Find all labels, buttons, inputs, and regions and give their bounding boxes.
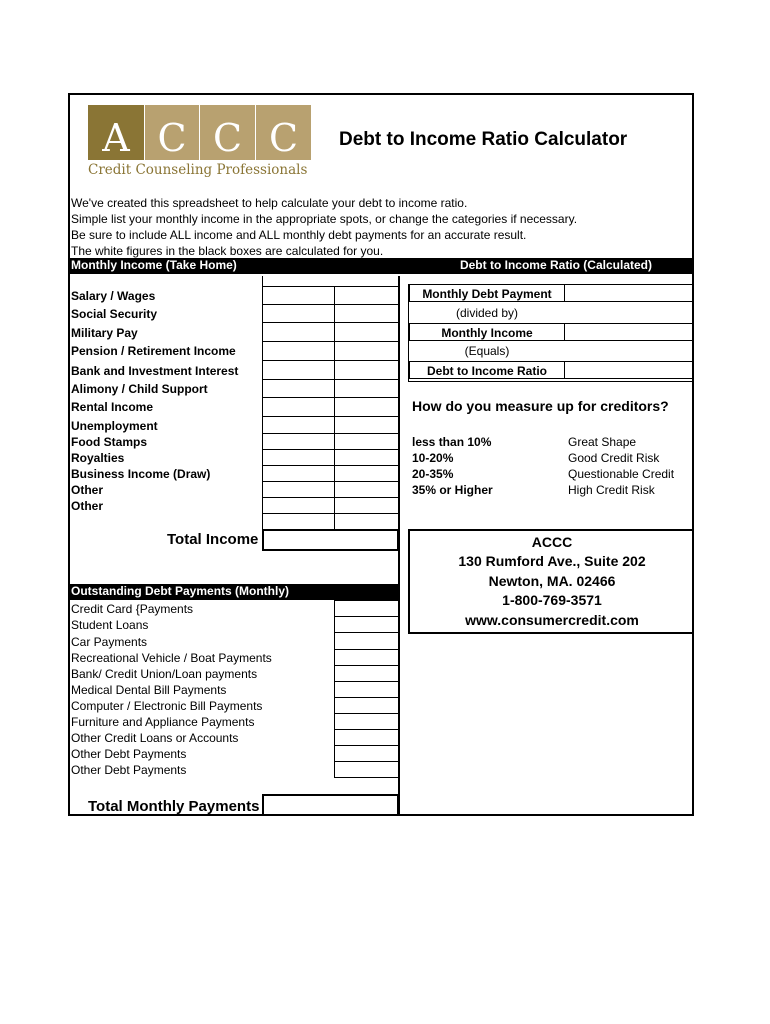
income-item-label: Social Security bbox=[71, 307, 158, 321]
intro-line: We've created this spreadsheet to help calculate your debt to income ratio. bbox=[71, 196, 468, 210]
creditor-rating: Questionable Credit bbox=[568, 467, 675, 481]
logo-tagline: Credit Counseling Professionals bbox=[88, 162, 308, 178]
income-input-cell[interactable] bbox=[262, 360, 335, 380]
ratio-income-value bbox=[565, 323, 693, 341]
income-input-cell[interactable] bbox=[334, 322, 399, 342]
income-left-rule bbox=[262, 276, 263, 286]
income-input-cell[interactable] bbox=[334, 304, 399, 323]
income-input-cell[interactable] bbox=[262, 304, 335, 323]
debt-input-cell[interactable] bbox=[334, 649, 399, 666]
creditor-rating: Good Credit Risk bbox=[568, 451, 660, 465]
income-item-label: Food Stamps bbox=[71, 435, 148, 449]
income-input-cell[interactable] bbox=[334, 481, 399, 498]
income-item-label: Alimony / Child Support bbox=[71, 382, 208, 396]
ratio-header: Debt to Income Ratio (Calculated) bbox=[400, 258, 694, 274]
logo-letter: C bbox=[212, 116, 243, 160]
creditor-range: 20-35% bbox=[412, 467, 454, 481]
logo-letter: C bbox=[157, 116, 187, 160]
income-input-cell[interactable] bbox=[334, 397, 399, 417]
total-income-label: Total Income bbox=[167, 531, 259, 548]
income-item-label: Unemployment bbox=[71, 419, 158, 433]
income-header: Monthly Income (Take Home) bbox=[68, 258, 400, 274]
income-input-cell[interactable] bbox=[334, 379, 399, 398]
income-input-cell[interactable] bbox=[334, 449, 399, 466]
contact-website[interactable]: www.consumercredit.com bbox=[465, 612, 639, 628]
income-input-cell[interactable] bbox=[334, 341, 399, 361]
contact-phone: 1-800-769-3571 bbox=[502, 592, 602, 608]
income-item-label: Other bbox=[71, 499, 104, 513]
income-input-cell[interactable] bbox=[334, 497, 399, 514]
debt-item-label: Medical Dental Bill Payments bbox=[71, 683, 227, 697]
income-item-label: Other bbox=[71, 483, 104, 497]
contact-name: ACCC bbox=[531, 534, 573, 550]
income-input-cell[interactable] bbox=[334, 416, 399, 434]
ratio-divided-label: (divided by) bbox=[455, 306, 519, 320]
debt-input-cell[interactable] bbox=[334, 697, 399, 714]
debt-item-label: Credit Card {Payments bbox=[71, 602, 194, 616]
debt-item-label: Computer / Electronic Bill Payments bbox=[71, 699, 263, 713]
income-input-cell[interactable] bbox=[334, 433, 399, 450]
intro-line: The white figures in the black boxes are calculated for you. bbox=[71, 244, 384, 258]
income-input-cell[interactable] bbox=[334, 513, 399, 530]
debt-item-label: Other Debt Payments bbox=[71, 763, 187, 777]
contact-street: 130 Rumford Ave., Suite 202 bbox=[458, 553, 646, 569]
ratio-income-label: Monthly Income bbox=[409, 323, 565, 341]
intro-line: Simple list your monthly income in the appropriate spots, or change the categories if necessary. bbox=[71, 212, 578, 226]
debt-input-cell[interactable] bbox=[334, 665, 399, 682]
intro-line: Be sure to include ALL income and ALL monthly debt payments for an accurate result. bbox=[71, 228, 527, 242]
debt-input-cell[interactable] bbox=[334, 681, 399, 698]
income-input-cell[interactable] bbox=[262, 416, 335, 434]
ratio-debt-value bbox=[565, 284, 693, 302]
income-item-label: Salary / Wages bbox=[71, 289, 156, 303]
page-title: Debt to Income Ratio Calculator bbox=[339, 129, 628, 150]
income-input-cell[interactable] bbox=[334, 465, 399, 482]
creditor-rating: High Credit Risk bbox=[568, 483, 655, 497]
income-item-label: Bank and Investment Interest bbox=[71, 364, 239, 378]
debt-item-label: Car Payments bbox=[71, 635, 148, 649]
ratio-result-label: Debt to Income Ratio bbox=[409, 361, 565, 379]
income-item-label: Business Income (Draw) bbox=[71, 467, 211, 481]
income-input-cell[interactable] bbox=[262, 341, 335, 361]
debt-input-cell[interactable] bbox=[334, 600, 399, 617]
creditors-question: How do you measure up for creditors? bbox=[412, 398, 669, 414]
income-input-cell[interactable] bbox=[262, 497, 335, 514]
income-input-cell[interactable] bbox=[262, 286, 335, 305]
debt-item-label: Recreational Vehicle / Boat Payments bbox=[71, 651, 272, 665]
debt-input-cell[interactable] bbox=[334, 632, 399, 650]
debt-input-cell[interactable] bbox=[334, 761, 399, 778]
income-item-label: Pension / Retirement Income bbox=[71, 344, 236, 358]
creditor-range: less than 10% bbox=[412, 435, 492, 449]
total-payments-label: Total Monthly Payments bbox=[88, 798, 260, 815]
income-input-cell[interactable] bbox=[262, 379, 335, 398]
debt-input-cell[interactable] bbox=[334, 713, 399, 730]
creditor-rating: Great Shape bbox=[568, 435, 637, 449]
debt-item-label: Bank/ Credit Union/Loan payments bbox=[71, 667, 258, 681]
debt-item-label: Other Credit Loans or Accounts bbox=[71, 731, 239, 745]
contact-city: Newton, MA. 02466 bbox=[488, 573, 616, 589]
creditor-range: 10-20% bbox=[412, 451, 454, 465]
debt-item-label: Furniture and Appliance Payments bbox=[71, 715, 255, 729]
income-item-label: Royalties bbox=[71, 451, 125, 465]
income-input-cell[interactable] bbox=[262, 449, 335, 466]
income-input-cell[interactable] bbox=[262, 322, 335, 342]
income-item-label: Rental Income bbox=[71, 400, 154, 414]
logo-letter: A bbox=[102, 116, 130, 160]
income-input-cell[interactable] bbox=[334, 360, 399, 380]
income-input-cell[interactable] bbox=[262, 481, 335, 498]
income-input-cell[interactable] bbox=[262, 513, 335, 530]
ratio-result-value bbox=[565, 361, 693, 379]
debts-header: Outstanding Debt Payments (Monthly) bbox=[68, 584, 399, 600]
ratio-debt-label: Monthly Debt Payment bbox=[409, 284, 565, 302]
total-income-cell bbox=[262, 529, 399, 551]
debt-input-cell[interactable] bbox=[334, 745, 399, 762]
debt-item-label: Student Loans bbox=[71, 618, 149, 632]
debt-item-label: Other Debt Payments bbox=[71, 747, 187, 761]
income-item-label: Military Pay bbox=[71, 326, 138, 340]
logo-letter: C bbox=[268, 116, 299, 160]
income-input-cell[interactable] bbox=[334, 286, 399, 305]
ratio-equals-label: (Equals) bbox=[464, 344, 510, 358]
income-input-cell[interactable] bbox=[262, 465, 335, 482]
total-payments-cell bbox=[262, 794, 399, 816]
debt-input-cell[interactable] bbox=[334, 616, 399, 633]
income-input-cell[interactable] bbox=[262, 433, 335, 450]
creditor-range: 35% or Higher bbox=[412, 483, 493, 497]
income-input-cell[interactable] bbox=[262, 397, 335, 417]
debt-input-cell[interactable] bbox=[334, 729, 399, 746]
